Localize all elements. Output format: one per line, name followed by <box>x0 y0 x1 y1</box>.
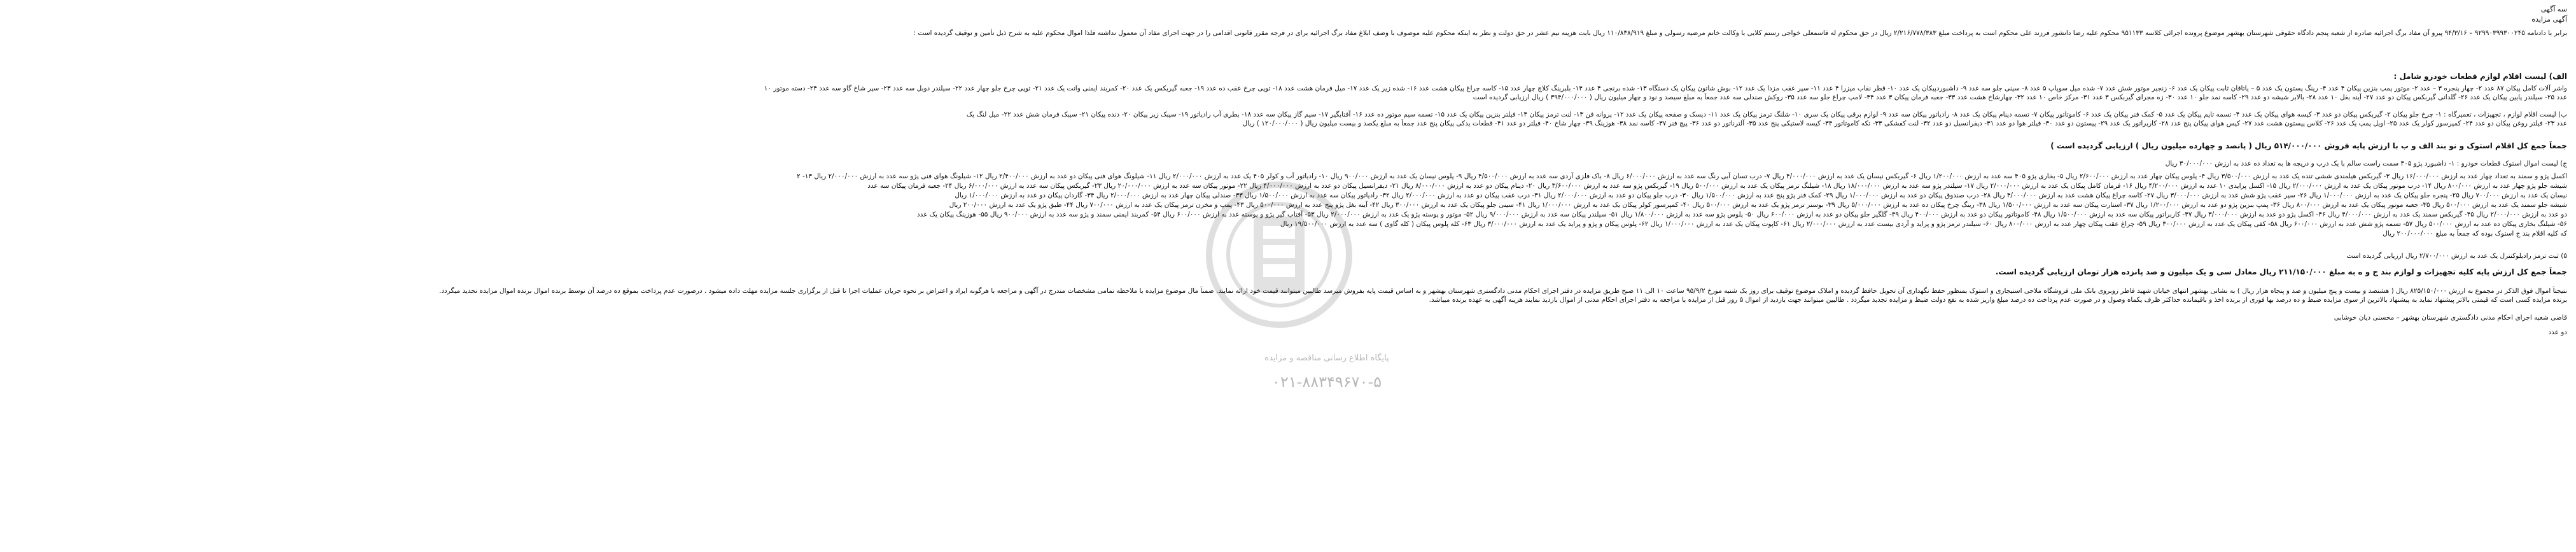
section-b-line-2: عدد ۲۳- فیلتر روغن پیکان دو عدد ۲۴- کمپرسور کولر یک عدد ۲۵- اویل پمپ یک عدد ۲۶- کلاس پیستون هشت عدد ۲۷- کیس هوای پیکان پنج عدد ۲۸- کاربراتور یک عدد ۲۹- پیستون دو عدد ۳۰- فیلتر هوا دو عدد ۳۱- دیفرانسیل دو عدد ۳۲- لنت کفشکی ۳۳- تکه کاموتاتور ۳۴- کیسه لاستیکی پنج عدد ۳۵- آلترناتور دو عدد ۳۶- پیچ فنر ۳۷- کاسه نمد ۳۸- هوزینگ ۳۹- چهار شاخ ۴۰- فیلتر دو عدد ۴۱- قطعات یدکی پیکان پنج عدد جمعاً به مبلغ یکصد و بیست میلیون ریال ( ۱۲۰/۰۰۰/۰۰۰ ) ریال <box>1242 120 2567 127</box>
section-c-line-5: دو عدد به ارزش ۲/۰۰۰/۰۰۰ ریال ۴۵- گیربکس سمند یک عدد به ارزش ۴/۰۰۰/۰۰۰ ریال ۴۶- اکسل پژو دو عدد به ارزش ۳/۰۰۰/۰۰۰ ریال ۴۷- کاربراتور پیکان سه عدد به ارزش ۱/۵۰۰/۰۰۰ ریال ۴۸- کاموتاتور پیکان دو عدد به ارزش ۴۰۰/۰۰۰ ریال ۴۹- گلگیر جلو پیکان دو عدد به ارزش ۶۰۰/۰۰۰ ریال ۵۰- پلوس پژو سه عدد به ارزش ۱/۸۰۰/۰۰۰ ریال ۵۱- سیلندر پیکان سه عدد به ارزش ۹/۰۰۰/۰۰۰ ریال ۵۲- موتور و پوسته پژو یک عدد به ارزش ۲/۰۰۰/۰۰۰ ریال ۵۳- آفتاب گیر پژو و پوسته عدد به ارزش ۶۰۰/۰۰۰ ریال ۵۴- کمربند ایمنی سمند و پژو سه عدد به ارزش ۹۰۰/۰۰۰ ریال ۵۵- هوزینگ پیکان یک عدد <box>916 211 2567 218</box>
section-c-line-2: شیشه جلو پژو چهار عدد به ارزش ۸۰۰/۰۰۰ ریال ۱۴- درب موتور پیکان یک عدد به ارزش ۲/۰۰۰/۰۰۰ ریال ۱۵- اکسل پرایدی ۱۰ عدد به ارزش ۴/۲۰۰/۰۰۰ ریال ۱۶- فرمان کامل پیکان یک عدد به ارزش ۲/۰۰۰/۰۰۰ ریال ۱۷- سیلندر پژو سه عدد به ارزش ۱۸/۰۰۰/۰۰۰ ریال ۱۸- شیلنگ ترمز پیکان یک عدد به ارزش ۵۰۰/۰۰۰ ریال ۱۹- گیربکس پژو سه عدد به ارزش ۳/۶۰۰/۰۰۰ ریال ۲۰- دینام پیکان دو عدد به ارزش ۸/۰۰۰/۰۰۰ ریال ۲۱- دیفرانسیل پیکان دو عدد به ارزش ۴/۰۰۰/۰۰۰ ریال ۲۲- موتور پیکان سه عدد به ارزش ۲۰/۰۰۰/۰۰۰ ریال ۲۳- گیربکس پیکان سه عدد به ارزش ۶/۰۰۰/۰۰۰ ریال ۲۴- جعبه فرمان پیکان سه عدد <box>867 182 2567 190</box>
conclusion-line-2: برنده مزایده کسی است که قیمتی بالاتر پیشنهاد نماید به پیشنهاد بالاترین از سوی مزایده ضبط و ده درصد بها فوری از برنده اخذ و باقیمانده حداکثر ظرف یکماه وصول و در صورت عدم پرداخت ده درصد مبلغ واریز شده به نفع دولت ضبط و مزایده تجدید میگردد . طالبین میتوانند جهت بازدید از اموال ۵ روز قبل از مزایده با مراجعه به دفتر اجرای احکام مدنی از اموال بازدید نمایند هزینه آگهی به عهده برنده میباشد. <box>1429 296 2567 304</box>
section-c-line-3: نیسان یک عدد به ارزش ۷۰۰/۰۰۰ ریال ۲۵- پنجره جلو پیکان یک عدد به ارزش ۱/۰۰۰/۰۰۰ ریال ۲۶- سپر عقب پژو شش عدد به ارزش ۳/۰۰۰/۰۰۰ ریال ۲۷- کاسه چراغ پیکان هشت عدد به ارزش ۴/۰۰۰/۰۰۰ ریال ۲۸- درب صندوق پیکان دو عدد به ارزش ۱/۰۰۰/۰۰۰ ریال ۲۹- کمک فنر پژو پنج عدد به ارزش ۱/۵۰۰/۰۰۰ ریال ۳۰- درب جلو پیکان دو عدد به ارزش ۲/۰۰۰/۰۰۰ ریال ۳۱- درب عقب پیکان دو عدد به ارزش ۲/۰۰۰/۰۰۰ ریال ۳۲- رادیاتور پیکان سه عدد به ارزش ۱/۵۰۰/۰۰۰ ریال ۳۳- صندلی پیکان چهار عدد به ارزش ۲/۰۰۰/۰۰۰ ریال ۳۴- گاردان پیکان دو عدد به ارزش ۱/۰۰۰/۰۰۰ ریال <box>955 192 2567 199</box>
paragraph-intro: برابر با دادنامه ۹۲۹۹۰۳۹۹۳۰۰۲۴۵ – ۹۴/۳/۱۶ پیرو آن مفاد برگ اجرائیه صادره از شعبه پنجم دادگاه حقوقی شهرستان بهشهر موضوع پرونده اجرائی کلاسه ۹۵۱۱۳۳ محکوم علیه رضا دانشور فرزند علی محکوم است به پرداخت مبلغ ۲/۲۱۶/۷۷۸/۳۸۳ ریال در حق محکوم له قاسمعلی خواجی رستم کلایی با وکالت خانم مرضیه رسولی و مبلغ ۱۱۰/۸۳۸/۹۱۹ ریال بابت هزینه نیم عشر در حق دولت و نظر به اینکه محکوم علیه موصوف با وصف ابلاغ مفاد برگ اجرائیه برای در فرجه مقرر قانونی اقدامی را در جهت اجرای مفاد آن معمول نداشته فلذا اموال محکوم علیه به شرح ذیل تأمین و توقیف گردیده است : <box>913 29 2567 37</box>
total-ce: جمعاً جمع کل ارزش پایه کلیه تجهیزات و لوازم بند ج و ه به مبلغ ۲۱۱/۱۵۰/۰۰۰ ریال معادل سی و یک میلیون و صد پانزده هزار تومان ارزیابی گردیده است. <box>1995 267 2567 276</box>
header-line-1: سه آگهی <box>2540 5 2567 13</box>
section-b-line-1: ب) لیست اقلام لوازم ، تجهیزات ، تعمیرگاه : ۱- چرخ جلو پیکان ۲- گیربکس پیکان دو عدد ۳- کیسه هوای پیکان یک عدد ۴- تسمه تایم پیکان یک عدد ۵- کمک فنر پیکان یک عدد ۶- کاموتاتور پیکان ۷- تسمه دینام پیکان یک عدد ۸- رادیاتور پیکان سه عدد ۹- لوازم برقی پیکان یک سری ۱۰- شلنگ ترمز پیکان یک عدد ۱۱- دیسک و صفحه پیکان یک عدد ۱۲- پروانه فن ۱۳- لنت ترمز پیکان ۱۴- فیلتر بنزین پیکان یک عدد ۱۵- تسمه سیم موتور ده عدد ۱۶- آفتابگیر ۱۷- سیم گاز پیکان سه عدد ۱۸- بطری آب رادیاتور ۱۹- سیبک زیر پیکان ۲۰- دنده پیکان ۲۱- سیبک فرمان شش عدد ۲۲- میل لنگ یک <box>966 111 2567 118</box>
section-c-line-6: ۵۶- شیلنگ بخاری پیکان ده عدد به ارزش ۵۰۰/۰۰۰ ریال ۵۷- تسمه پژو شش عدد به ارزش ۶۰۰/۰۰۰ ریال ۵۸- کفی پیکان یک عدد به ارزش ۳۰۰/۰۰۰ ریال ۵۹- چراغ عقب پیکان چهار عدد به ارزش ۸۰۰/۰۰۰ ریال ۶۰- سیلندر ترمز پژو و پراید و آردی بیست عدد به ارزش ۲/۰۰۰/۰۰۰ ریال ۶۱- کاپوت پیکان یک عدد به ارزش ۱/۰۰۰/۰۰۰ ریال ۶۲- پلوس پیکان و پژو و پراید یک عدد به ارزش ۳/۰۰۰/۰۰۰ ریال ۶۳- کله پلوس پیکان ( کله گاوی ) سه عدد به ارزش ۱۹/۵۰۰/۰۰۰ ریال <box>1280 220 2567 228</box>
total-ab: جمعاً جمع کل اقلام استوک و نو بند الف و ب با ارزش پایه فروش ۵۱۴/۰۰۰/۰۰۰ ریال ( پانصد و چهارده میلیون ریال ) ارزیابی گردیده است ) <box>2050 141 2567 150</box>
signature-judge: قاضی شعبه اجرای احکام مدنی دادگستری شهرستان بهشهر – محسنی دیان خوشابی <box>2334 314 2567 322</box>
conclusion-line-1: نتیجتاً اموال فوق الذکر در مجموع به ارزش ۸۲۵/۱۵۰/۰۰۰ ریال ( هشتصد و بیست و پنج میلیون و صد و پنجاه هزار ریال ) به نشانی بهشهر انتهای خیابان شهید فاطر روبروی بانک ملی فروشگاه ملاحی استیجاری و استوک بمنظور حفظ نگهداری آن تحویل حافظ گردیده و املاک موضوع توقیف برای روز یک شنبه مورخ ۹۵/۹/۲ ساعت ۱۰ الی ۱۱ صبح طریق مزایده در دفتر اجرای احکام مدنی دادگستری شهرستان بهشهر و به اساس قیمت پایه بفروش میرسد طالبین میتوانند قیمت خود ارائه نمایند. ضمناً مال موضوع مزایده با ملاحظه تمامی مشخصات مندرج در آگهی و مراجعه با هرگونه ایراد و اعتراض بر نحوه جریان عملیات اجرا تا قبل از برگزاری جلسه مزایده مهلت داده میشود . درصورت عدم پرداخت بموقع ده درصد آن توسط برنده اموال برنده اموال مزایده تجدید میگردد. <box>439 287 2567 295</box>
section-c-title: ج) لیست اموال استوک قطعات خودرو : ۱- داشبورد پژو ۴۰۵ سمت راست سالم با یک درب و دریچه ها به تعداد ده عدد به ارزش ۳۰/۰۰۰/۰۰۰ ریال <box>2165 160 2567 167</box>
watermark-phone: ۰۲۱-۸۸۳۴۹۶۷۰-۵ <box>1271 373 1382 391</box>
section-a-title: الف) لیست اقلام لوازم قطعات خودرو شامل : <box>2393 72 2567 81</box>
watermark-caption: پایگاه اطلاع رسانی مناقصه و مزایده <box>1264 353 1389 363</box>
trailing-text: دو عدد <box>2548 329 2567 336</box>
section-a-line-1: واشر آلات کامل پیکان ۸۷ عدد ۲- چهار پنجره ۳ – عدد ۲- موتور پمپ بنزین پیکان ۴ عدد ۴- رینگ پستون یک عدد ۵ – یاتاقان ثابت پیکان یک عدد ۶- زنجیر موتور شش عدد ۷- شده میل سوپاپ ۵ عدد ۸- سینی جلو سه عدد ۹- داشبوردپیکان یک عدد ۱۰- قطر نقاب میزرا ۴ عدد ۱۱- سپر عقب مزدا یک عدد ۱۲- بوش شاتون پیکان یک دستگاه ۱۳- شده برنجی ۴ عدد ۱۴- بلبرینگ کلاچ چهار عدد ۱۵- کاسه چراغ پیکان هشت عدد ۱۶- شده زیر یک عدد ۱۷- میل فرمان هشت عدد ۱۸- توپی چرخ عقب ده عدد ۱۹- جعبه گیربکس یک عدد ۲۰- کمربند ایمنی وانت یک عدد ۲۱- توپی چرخ جلو چهار عدد ۲۲- سیلندر دوبل سه عدد ۲۳- سپر شاخ گاو سه عدد ۲۴- دسته موتور ۱۰ <box>764 85 2567 92</box>
section-a-line-2: عدد ۲۵- سیلندر پایین پیکان یک عدد ۲۶- گلدانی گیربکس پیکان دو عدد ۲۷- آینه بغل ۱۰ عدد ۲۸- بالابر شیشه دو عدد ۲۹- کاسه نمد جلو ۱۰ عدد ۳۰- زه مجرای گیربکس ۳ عدد ۳۱- مرکز خاص ۱۰ عدد ۳۲- چهارشاخ هشت عدد ۳۳- جعبه فرمان پیکان ۳ عدد ۳۴- لامپ چراغ جلو سه عدد ۳۵- روکش صندلی سه عدد جمعاً به مبلغ سیصد و نود و چهار میلیون ریال ( ۳۹۴/۰۰۰/۰۰۰ ) ریال ارزیابی گردیده است <box>1473 94 2567 101</box>
section-c-line-4: شیشه جلو سمند یک عدد به ارزش ۵۰۰/۰۰۰ ریال ۳۵- جعبه موتور پیکان یک عدد به ارزش ۸۰۰/۰۰۰ ریال ۳۶- پمپ بنزین پژو دو عدد به ارزش ۱/۲۰۰/۰۰۰ ریال ۳۷- استارت پیکان سه عدد به ارزش ۱/۵۰۰/۰۰۰ ریال ۳۸- رینگ چرخ پیکان ده عدد به ارزش ۵/۰۰۰/۰۰۰ ریال ۳۹- بوستر ترمز پژو یک عدد به ارزش ۵۰۰/۰۰۰ ریال ۴۰- کمپرسور کولر پیکان یک عدد به ارزش ۱/۰۰۰/۰۰۰ ریال ۴۱- سینی جلو پیکان یک عدد به ارزش ۳۰۰/۰۰۰ ریال ۴۲- آینه بغل پژو پنج عدد به ارزش ۵۰۰/۰۰۰ ریال ۴۳- پمپ و مخزن ترمز پیکان یک عدد به ارزش ۷۰۰/۰۰۰ ریال ۴۴- طبق پژو یک عدد به ارزش ۲۰۰/۰۰۰ ریال <box>949 201 2567 209</box>
section-c-line-1: اکسل پژو و سمند به تعداد چهار عدد به ارزش ۱۶/۰۰۰/۰۰۰ ریال ۳- گیربکس هیلمندی ششی تنده یک عدد به ارزش ۳/۵۰۰/۰۰۰ ریال ۴- پلوس پیکان چهار عدد به ارزش ۲/۶۰۰/۰۰۰ ریال ۵- بخاری پژو ۴۰۵ سه عدد به ارزش ۱/۲۰۰/۰۰۰ ریال ۶- گیربکس نیسان یک عدد به ارزش ۴/۰۰۰/۰۰۰ ریال ۷- درب تسان آبی رنگ سه عدد به ارزش ۶/۰۰۰/۰۰۰ ریال ۸- باک فلزی آردی سه عدد به ارزش ۴/۵۰۰/۰۰۰ ریال ۹- پلوس نیسان یک عدد به ارزش ۹۰۰/۰۰۰ ریال ۱۰- رادیاتور آب و کولر ۴۰۵ یک عدد به ارزش ۲/۰۰۰/۰۰۰ ریال ۱۱- شیلونگ هوای فنی پیکان دو عدد به ارزش ۲/۴۰۰/۰۰۰ ریال ۱۲- شیلونگ هوای فنی پژو سه عدد به ارزش ۲/۰۰۰/۰۰۰ ریال ۱۳- ۲ <box>796 173 2567 180</box>
section-e: ۵) ثبت ترمز رادیلوکنترل یک عدد به ارزش ۲/۷۰۰/۰۰۰ ریال ارزیابی گردیده است <box>2346 252 2567 260</box>
header-title: آگهی مزایده <box>2531 15 2567 24</box>
section-c-total: که کلیه اقلام بند ج استوک بوده که جمعاً به مبلغ ۲۰۰/۰۰۰/۰۰۰ ریال <box>2383 230 2567 237</box>
